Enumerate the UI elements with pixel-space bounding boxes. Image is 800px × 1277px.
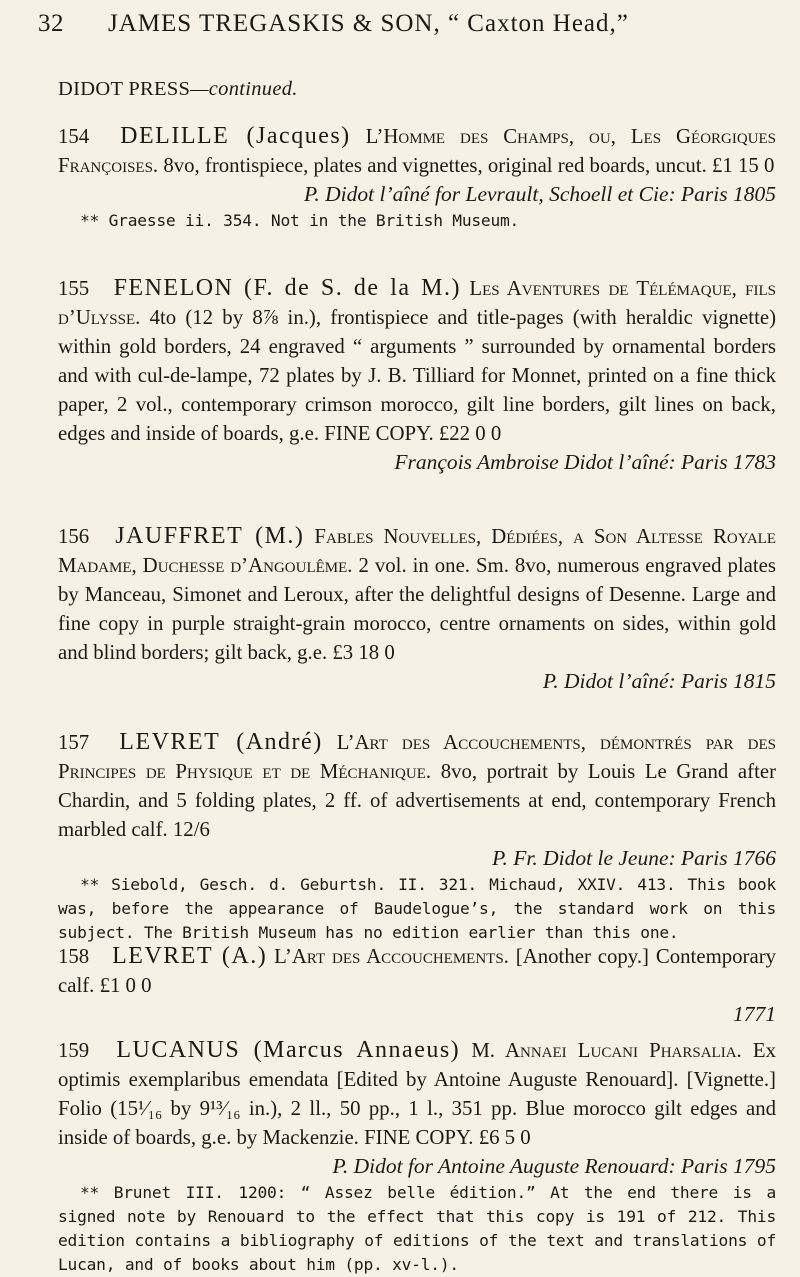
entry-title: L’Art des Accouchements. [274, 945, 509, 968]
entry-title: L’Homme des Champs, ou, Les Géorgiques Françoises. [58, 125, 777, 177]
section-heading [58, 78, 298, 101]
running-title: JAMES TREGASKIS & SON, “ Caxton Head,” [108, 10, 629, 37]
entry-title: Les Aventures de Télémaque, fils d’Ulysse. [58, 277, 777, 329]
entry-description: 4to (12 by 8⅞ in.), frontispiece and title-pages (with heraldic vignette) within gold borders, 24 engraved “ arguments ” surrounded by ornamental borders and with cul-de-lampe, 72 plates by J. B. Tilliard for Monnet, printed on a fine thick paper, 2 vol., contemporary crimson morocco, gilt line borders, gilt lines on back, edges and inside of boards, g.e. FINE COPY. £22 0 0 [58, 306, 776, 445]
entry-title: Fables Nouvelles, Dédiées, a Son Altesse Royale Madame, Duchesse d’Angoulême. [58, 525, 776, 577]
section-continued: —continued. [190, 78, 298, 100]
entry-number: 158 [58, 945, 90, 968]
entry-author: FENELON (F. de S. de la M.) [113, 275, 461, 301]
entry-imprint: P. Didot l’aîné: Paris 1815 [542, 669, 776, 693]
entry-title: L’Art des Accouchements, démontrés par des Principes de Physique et de Méchanique. [58, 731, 776, 783]
catalogue-entry-155 [58, 274, 776, 477]
entry-number: 154 [58, 125, 90, 148]
entry-description: 8vo, frontispiece, plates and vignettes, original red boards, uncut. £1 15 0 [163, 154, 775, 177]
entry-author: JAUFFRET (M.) [115, 523, 305, 549]
entry-author: LEVRET (André) [119, 729, 323, 755]
entry-number: 155 [58, 277, 90, 300]
section-name: DIDOT PRESS [58, 78, 191, 100]
running-header [38, 10, 778, 38]
catalogue-entry-156 [58, 522, 776, 696]
entry-description: Ex optimis exemplaribus emendata [Edited by Antoine Auguste Renouard]. [Vignette.] Folio (15¹⁄₁₆ by 9¹³⁄₁₆ in.), 2 ll., 50 pp., 1 l., 351 pp. Blue morocco gilt edges and inside of boards, g.e. by Mackenzie. FINE COPY. £6 5 0 [58, 1039, 776, 1149]
entry-description: 8vo, portrait by Louis Le Grand after Chardin, and 5 folding plates, 2 ff. of advertisements at end, contemporary French marbled calf. 12/6 [58, 760, 776, 841]
entry-note: ** Brunet III. 1200: “ Assez belle édition.” At the end there is a signed note by Renouard to the effect that this copy is 191 of 212. This edition contains a bibliography of editions of the text and translations of Lucan, and of books about him (pp. xv-l.). [58, 1183, 776, 1274]
entry-imprint: François Ambroise Didot l’aîné: Paris 1783 [394, 450, 776, 474]
catalogue-entry-158 [58, 942, 776, 1029]
entry-number: 159 [58, 1039, 90, 1062]
entry-author: LEVRET (A.) [112, 943, 268, 969]
entry-note: ** Graesse ii. 354. Not in the British Museum. [80, 211, 520, 230]
entry-imprint: P. Fr. Didot le Jeune: Paris 1766 [492, 846, 776, 870]
entry-note: ** Siebold, Gesch. d. Geburtsh. II. 321. Michaud, XXIV. 413. This book was, before the appearance of Baudelogue’s, the standard work on this subject. The British Museum has no edition earlier than this one. [58, 875, 776, 942]
entry-imprint: P. Didot for Antoine Auguste Renouard: Paris 1795 [332, 1154, 776, 1178]
catalogue-entry-157 [58, 728, 776, 945]
entry-description: [Another copy.] Contemporary calf. £1 0 0 [58, 945, 777, 997]
entry-author: DELILLE (Jacques) [120, 123, 351, 149]
entry-number: 157 [58, 731, 90, 754]
entry-title: M. Annaei Lucani Pharsalia. [471, 1039, 742, 1062]
entry-description: 2 vol. in one. Sm. 8vo, numerous engraved plates by Manceau, Simonet and Leroux, after the delightful designs of Desenne. Large and fine copy in purple straight-grain morocco, centre ornaments on sides, within gold and blind borders; gilt back, g.e. £3 18 0 [58, 554, 777, 664]
page-number: 32 [38, 10, 64, 37]
catalogue-entry-154 [58, 122, 776, 233]
entry-imprint: 1771 [733, 1002, 776, 1026]
catalogue-entry-159 [58, 1036, 776, 1277]
entry-author: LUCANUS (Marcus Annaeus) [116, 1037, 461, 1063]
entry-number: 156 [58, 525, 90, 548]
entry-imprint: P. Didot l’aîné for Levrault, Schoell et Cie: Paris 1805 [304, 182, 776, 206]
